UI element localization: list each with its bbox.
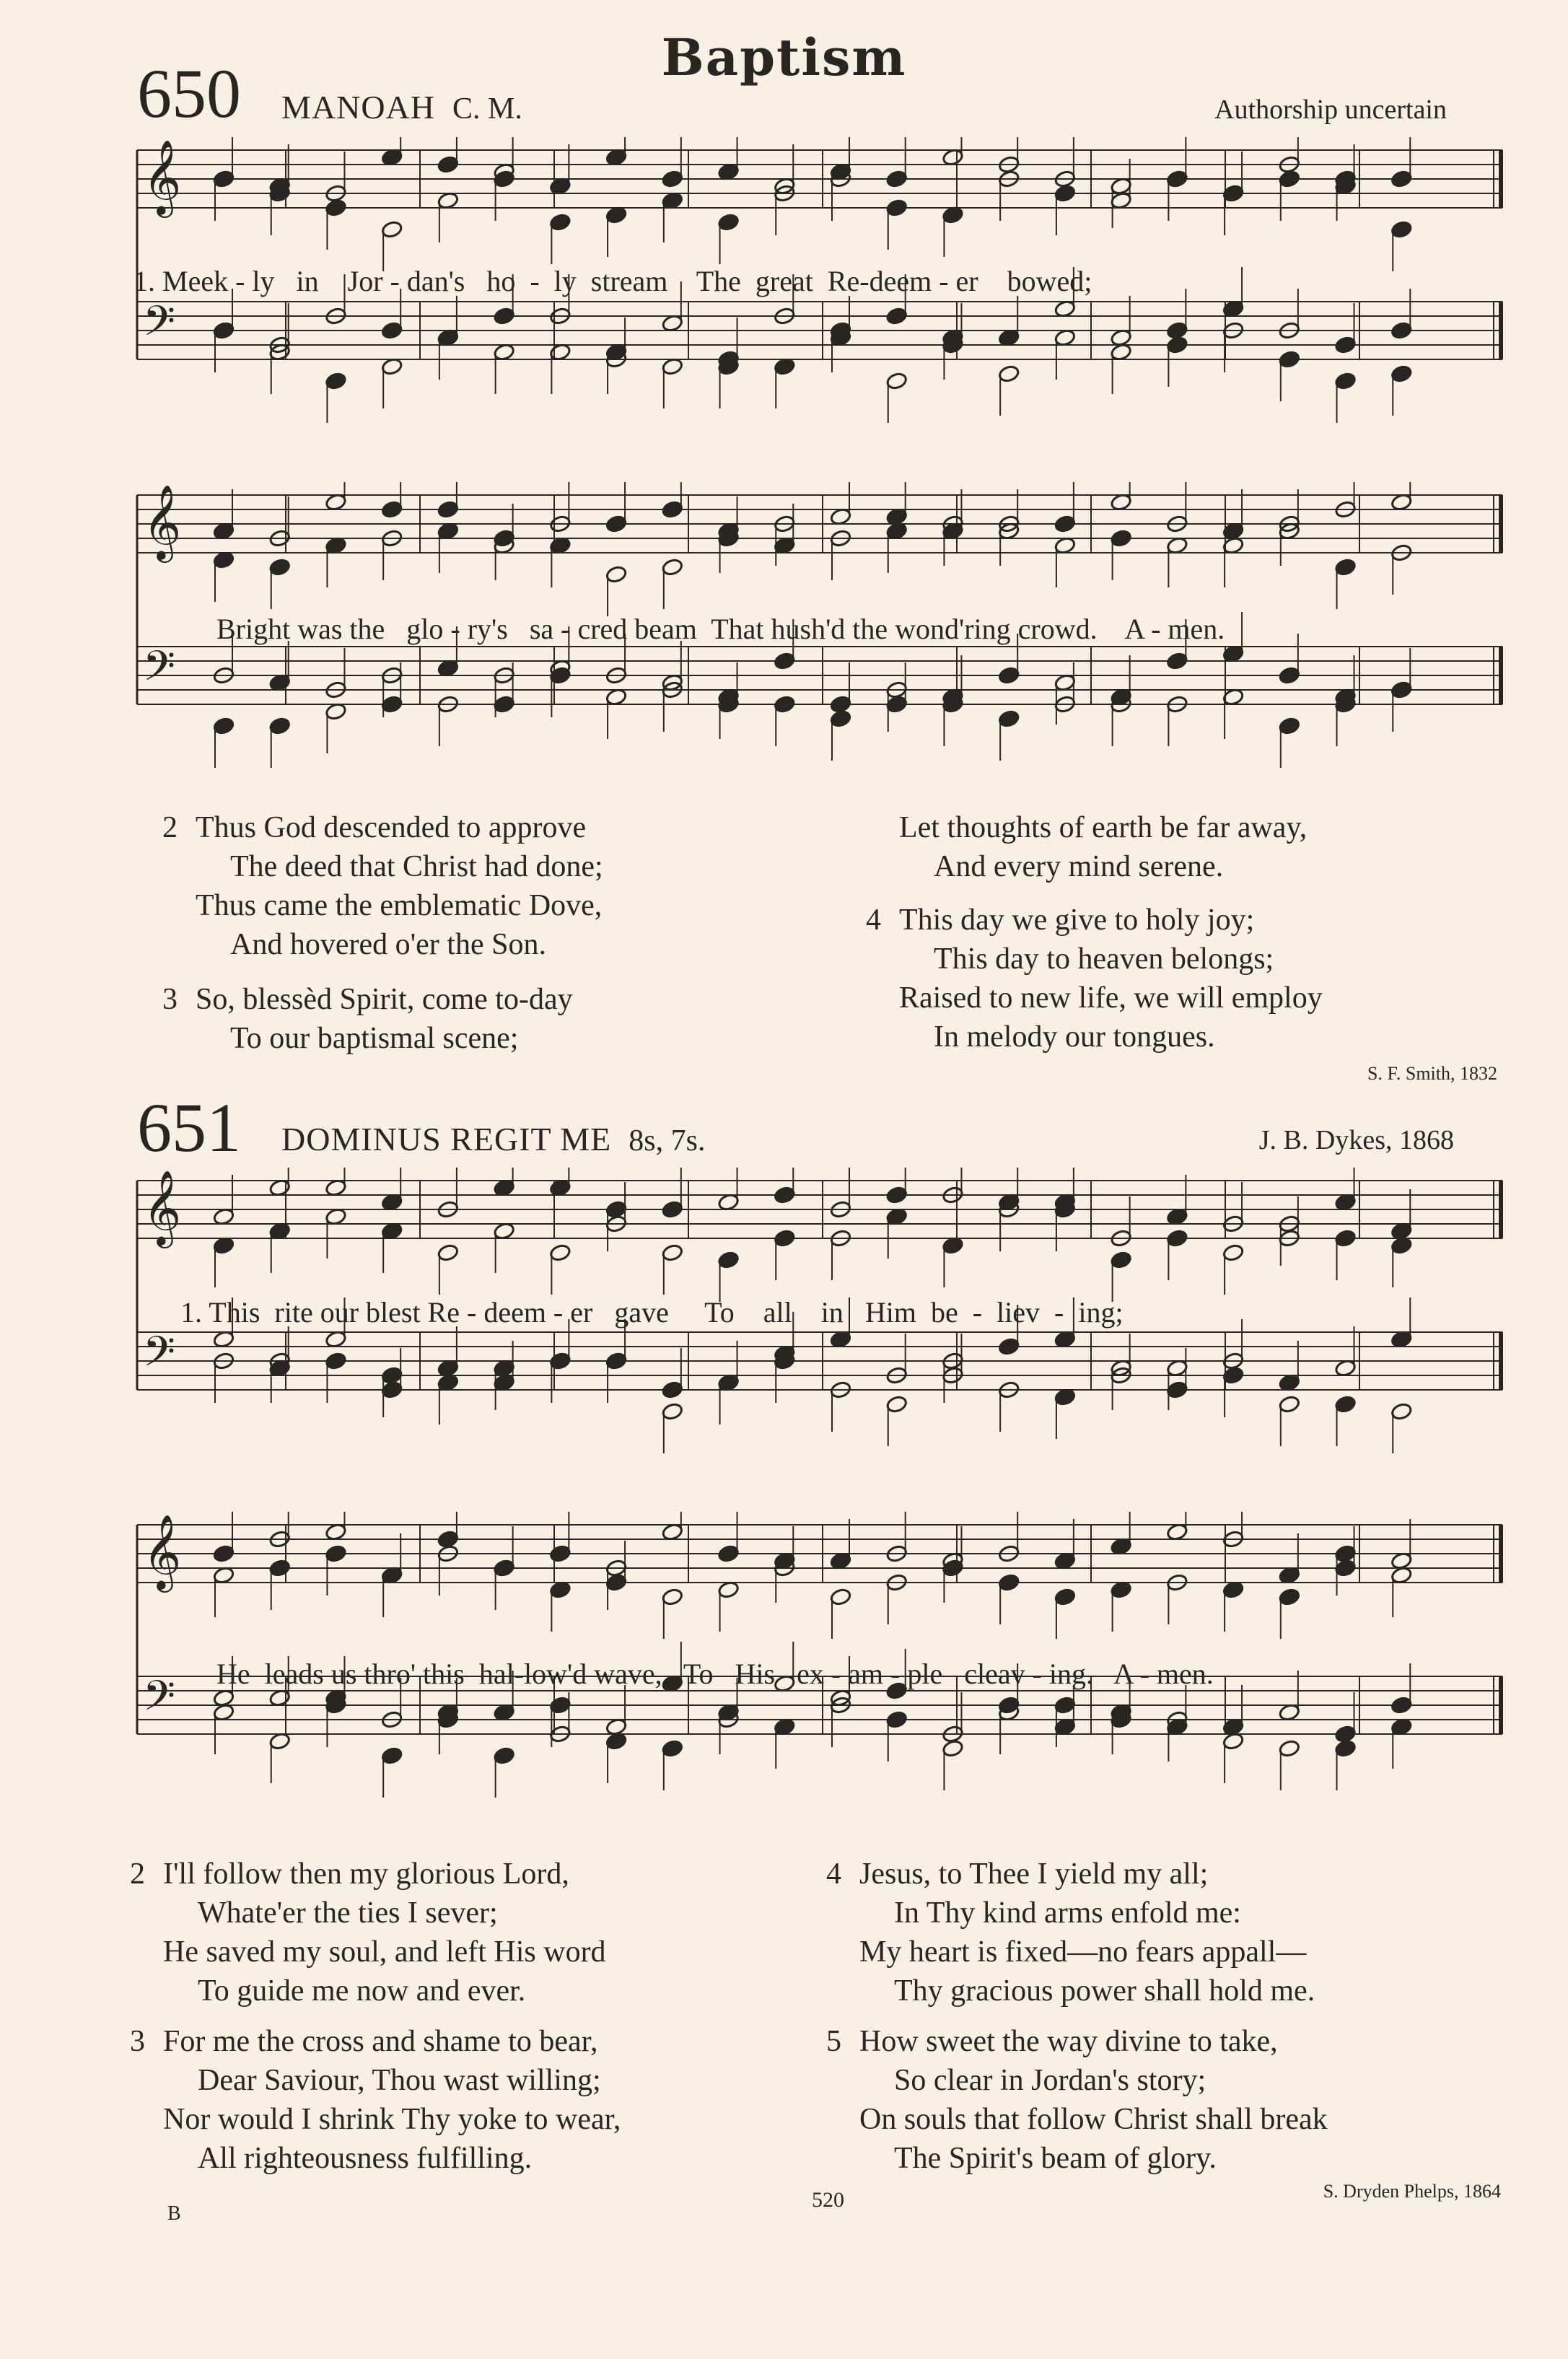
verse-line: So clear in Jordan's story; — [894, 2064, 1206, 2097]
verse-line: On souls that follow Christ shall break — [859, 2103, 1328, 2136]
verse-line: Jesus, to Thee I yield my all; — [859, 1857, 1209, 1891]
verse-number: 4 — [826, 1857, 841, 1891]
verse-line: Whate'er the ties I sever; — [198, 1896, 498, 1930]
verse-line: All righteousness fulfilling. — [198, 2142, 533, 2175]
tune-name: DOMINUS REGIT ME — [281, 1121, 612, 1157]
lyric-line: 1. This rite our blest Re - deem - er gave To all in Him be - liev - ing; — [180, 1296, 1124, 1329]
verse-line: Let thoughts of earth be far away, — [899, 811, 1308, 844]
hymn-number: 650 — [137, 55, 241, 132]
notes — [213, 1512, 1413, 1798]
svg-text:𝄞: 𝄞 — [143, 1514, 182, 1590]
verse-number: 2 — [130, 1857, 145, 1891]
verse-line: So, blessèd Spirit, come to-day — [196, 983, 573, 1016]
verse-line: Thus God descended to approve — [196, 811, 587, 844]
verse-line: And every mind serene. — [934, 850, 1224, 883]
hymn-number: 651 — [137, 1089, 241, 1166]
verse — [130, 2022, 779, 2178]
verse-line: I'll follow then my glorious Lord, — [163, 1857, 569, 1891]
verse-line: Nor would I shrink Thy yoke to wear, — [163, 2103, 621, 2136]
tune-header — [281, 88, 522, 126]
page-number: 520 — [812, 2188, 844, 2212]
text-credit: S. Dryden Phelps, 1864 — [1323, 2181, 1501, 2202]
verse — [162, 808, 754, 964]
verse-line: This day we give to holy joy; — [899, 903, 1255, 937]
svg-text:𝄢: 𝄢 — [143, 297, 176, 356]
tune-header — [281, 1120, 705, 1158]
meter: C. M. — [452, 92, 522, 126]
lyric-line: 1. Meek - ly in Jor - dan's ho - ly stream The great Re-deem - er bowed; — [133, 265, 1092, 297]
verse-line: The Spirit's beam of glory. — [894, 2142, 1217, 2175]
verse — [826, 1855, 1490, 2010]
verse-line: Thus came the emblematic Dove, — [196, 889, 603, 922]
verse-number: 5 — [826, 2025, 841, 2058]
svg-text:𝄢: 𝄢 — [143, 1671, 176, 1730]
composer: J. B. Dykes, 1868 — [1258, 1125, 1454, 1155]
section-title: Baptism — [661, 27, 907, 87]
verse-number: 3 — [130, 2025, 145, 2058]
verse-line: And hovered o'er the Son. — [230, 928, 546, 961]
verse-line: Dear Saviour, Thou wast willing; — [198, 2064, 601, 2097]
verse-number: 2 — [162, 811, 178, 844]
svg-text:𝄞: 𝄞 — [143, 1170, 182, 1246]
verse-line: Thy gracious power shall hold me. — [894, 1974, 1315, 2008]
verse-number: 3 — [162, 983, 178, 1016]
verse-line: He saved my soul, and left His word — [163, 1935, 606, 1969]
verse — [162, 980, 754, 1058]
verse — [866, 808, 1479, 886]
verse-line: Raised to new life, we will employ — [899, 981, 1323, 1015]
attribution: Authorship uncertain — [1214, 95, 1447, 125]
verse-line: The deed that Christ had done; — [230, 850, 603, 883]
verse-line: In melody our tongues. — [934, 1020, 1215, 1054]
verse-line: For me the cross and shame to bear, — [163, 2025, 598, 2058]
svg-text:𝄢: 𝄢 — [143, 642, 176, 701]
svg-text:𝄢: 𝄢 — [143, 1327, 176, 1386]
text-credit: S. F. Smith, 1832 — [1367, 1063, 1497, 1084]
meter: 8s, 7s. — [628, 1124, 706, 1157]
signature-mark: B — [167, 2202, 181, 2225]
verse — [826, 2022, 1490, 2178]
verse-line: To our baptismal scene; — [230, 1022, 519, 1055]
verse-line: My heart is fixed—no fears appall— — [859, 1935, 1307, 1969]
tune-name: MANOAH — [281, 89, 435, 126]
lyric-line: Bright was the glo - ry's sa - cred beam That hush'd the wond'ring crowd. A - men. — [216, 613, 1225, 645]
svg-text:𝄞: 𝄞 — [143, 139, 182, 215]
lyric-line: He leads us thro' this hal-low'd wave, To His ex - am - ple cleav - ing. A - men. — [216, 1658, 1214, 1690]
verse — [866, 901, 1479, 1056]
verse-line: In Thy kind arms enfold me: — [894, 1896, 1241, 1930]
verse-number: 4 — [866, 903, 881, 937]
verse-line: This day to heaven belongs; — [934, 942, 1274, 976]
svg-text:𝄞: 𝄞 — [143, 484, 182, 560]
verse-line: How sweet the way divine to take, — [859, 2025, 1278, 2058]
verse-line: To guide me now and ever. — [198, 1974, 526, 2008]
verse — [130, 1855, 779, 2010]
